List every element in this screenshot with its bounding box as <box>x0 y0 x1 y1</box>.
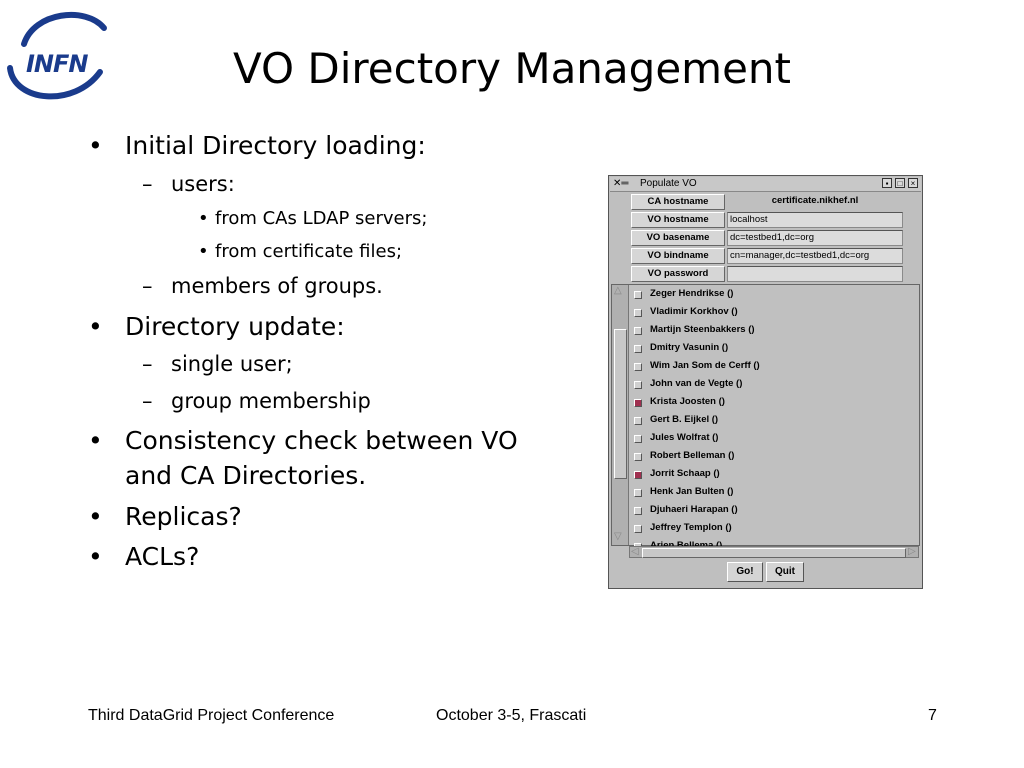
user-name: Zeger Hendrikse () <box>650 288 734 299</box>
user-name: Wim Jan Som de Cerff () <box>650 360 760 371</box>
bullet-marker: • <box>88 542 103 571</box>
dash-marker: – <box>142 172 153 196</box>
maximize-icon[interactable]: □ <box>895 178 905 188</box>
dash-marker: – <box>142 352 153 376</box>
footer-date: October 3-5, Frascati <box>436 707 587 724</box>
user-name: Vladimir Korkhov () <box>650 306 738 317</box>
window-menu-icon[interactable]: ✕═ <box>613 178 629 189</box>
user-checkbox[interactable] <box>634 507 642 515</box>
bullet-item: Directory update: <box>125 312 345 341</box>
user-list <box>634 285 914 545</box>
bullet-item-continuation: and CA Directories. <box>125 461 367 490</box>
bullet-item: from certificate files; <box>215 241 403 262</box>
user-checkbox[interactable] <box>634 363 642 371</box>
vo-hostname-input[interactable]: localhost <box>727 212 903 228</box>
bullet-marker: • <box>88 502 103 531</box>
bullet-item: group membership <box>171 389 371 413</box>
bullet-item: ACLs? <box>125 542 200 571</box>
vo-bindname-label: VO bindname <box>631 248 725 264</box>
bullet-item: users: <box>171 172 235 196</box>
user-checkbox[interactable] <box>634 399 642 407</box>
bullet-marker: • <box>198 208 209 229</box>
scroll-right-icon[interactable]: ▷ <box>908 546 916 557</box>
logo-text: INFN <box>26 50 88 78</box>
bullet-item: Replicas? <box>125 502 242 531</box>
vo-password-input[interactable] <box>727 266 903 282</box>
minimize-icon[interactable]: ▪ <box>882 178 892 188</box>
ca-hostname-value: certificate.nikhef.nl <box>771 195 859 206</box>
bullet-marker: • <box>198 241 209 262</box>
horizontal-scrollbar[interactable] <box>629 546 919 558</box>
vo-password-label: VO password <box>631 266 725 282</box>
user-name: Djuhaeri Harapan () <box>650 504 738 515</box>
user-name: Martijn Steenbakkers () <box>650 324 755 335</box>
vertical-scroll-thumb[interactable] <box>614 329 627 479</box>
window-title: Populate VO <box>640 178 697 189</box>
bullet-item: Initial Directory loading: <box>125 131 426 160</box>
user-checkbox[interactable] <box>634 471 642 479</box>
user-checkbox[interactable] <box>634 453 642 461</box>
slide-title <box>0 44 1024 93</box>
quit-button[interactable]: Quit <box>766 562 804 582</box>
user-list-panel <box>611 284 920 546</box>
horizontal-scroll-thumb[interactable] <box>642 548 906 558</box>
user-name: Henk Jan Bulten () <box>650 486 734 497</box>
user-checkbox[interactable] <box>634 417 642 425</box>
user-checkbox[interactable] <box>634 525 642 533</box>
window-titlebar[interactable] <box>610 177 921 192</box>
vo-bindname-input[interactable]: cn=manager,dc=testbed1,dc=org <box>727 248 903 264</box>
vo-basename-input[interactable]: dc=testbed1,dc=org <box>727 230 903 246</box>
user-checkbox[interactable] <box>634 291 642 299</box>
ca-hostname-button[interactable]: CA hostname <box>631 194 725 210</box>
bullet-marker: • <box>88 426 103 455</box>
close-icon[interactable]: × <box>908 178 918 188</box>
vo-hostname-label: VO hostname <box>631 212 725 228</box>
user-name: Jorrit Schaap () <box>650 468 720 479</box>
user-name: Krista Joosten () <box>650 396 725 407</box>
user-name: Dmitry Vasunin () <box>650 342 729 353</box>
user-checkbox[interactable] <box>634 309 642 317</box>
bullet-marker: • <box>88 131 103 160</box>
scroll-down-icon[interactable]: ▽ <box>614 531 622 542</box>
bullet-item: single user; <box>171 352 293 376</box>
dash-marker: – <box>142 274 153 298</box>
user-checkbox[interactable] <box>634 381 642 389</box>
user-name: Gert B. Eijkel () <box>650 414 719 425</box>
scroll-up-icon[interactable]: △ <box>614 285 622 296</box>
user-name: Jules Wolfrat () <box>650 432 719 443</box>
user-checkbox[interactable] <box>634 345 642 353</box>
vo-basename-label: VO basename <box>631 230 725 246</box>
bullet-item: from CAs LDAP servers; <box>215 208 428 229</box>
footer-conference: Third DataGrid Project Conference <box>88 707 335 724</box>
go-button[interactable]: Go! <box>727 562 763 582</box>
user-name: John van de Vegte () <box>650 378 743 389</box>
slide-title-text: VO Directory Management <box>233 44 791 93</box>
footer-page-number: 7 <box>928 707 937 724</box>
bullet-item: members of groups. <box>171 274 383 298</box>
user-name: Robert Belleman () <box>650 450 735 461</box>
user-name: Jeffrey Templon () <box>650 522 732 533</box>
user-checkbox[interactable] <box>634 435 642 443</box>
dash-marker: – <box>142 389 153 413</box>
user-checkbox[interactable] <box>634 327 642 335</box>
populate-vo-window <box>608 175 923 589</box>
scroll-left-icon[interactable]: ◁ <box>631 546 639 557</box>
user-checkbox[interactable] <box>634 489 642 497</box>
vertical-scrollbar[interactable] <box>612 285 629 545</box>
bullet-marker: • <box>88 312 103 341</box>
bullet-item: Consistency check between VO <box>125 426 518 455</box>
